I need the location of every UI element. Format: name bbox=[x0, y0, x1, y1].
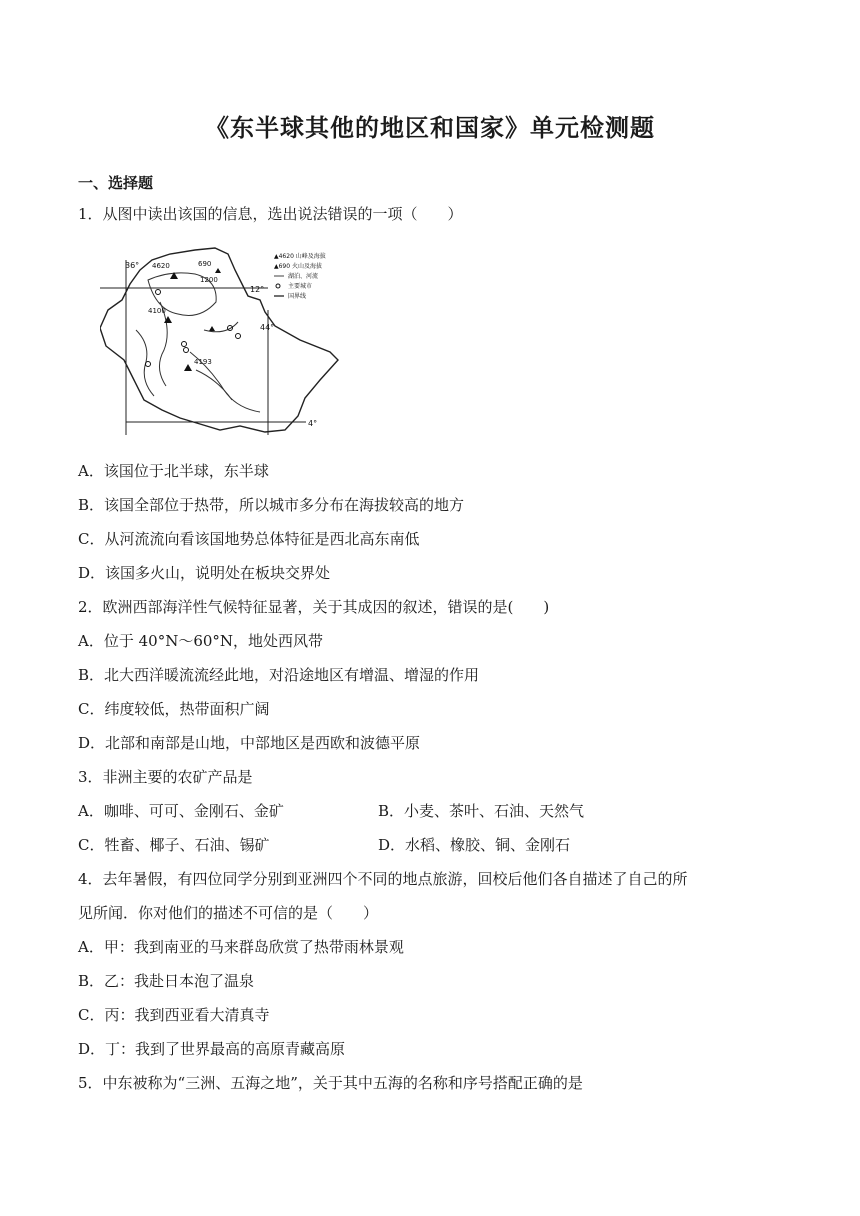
peak-label-4100: 4100 bbox=[148, 307, 166, 315]
question-2-option-d: D．北部和南部是山地，中部地区是西欧和波德平原 bbox=[78, 734, 421, 752]
question-4-stem-line-2: 见所闻．你对他们的描述不可信的是（ ） bbox=[78, 904, 379, 922]
ethiopia-map bbox=[100, 240, 342, 440]
legend-cities: 主要城市 bbox=[288, 283, 313, 290]
peak-label-1200: 1200 bbox=[200, 276, 218, 284]
label-12-degree: 12° bbox=[250, 285, 265, 294]
section-heading: 一、选择题 bbox=[78, 174, 154, 192]
legend-border: 国界线 bbox=[288, 293, 307, 300]
question-3-option-a: A．咖啡、可可、金刚石、金矿 bbox=[78, 802, 284, 820]
question-1-option-b: B．该国全部位于热带，所以城市多分布在海拔较高的地方 bbox=[78, 496, 465, 514]
question-5-stem: 5．中东被称为“三洲、五海之地”，关于其中五海的名称和序号搭配正确的是 bbox=[78, 1074, 583, 1092]
question-4-option-a: A．甲：我到南亚的马来群岛欣赏了热带雨林景观 bbox=[78, 938, 404, 956]
question-4-stem-line-1: 4．去年暑假，有四位同学分别到亚洲四个不同的地点旅游，回校后他们各自描述了自己的所 bbox=[78, 870, 688, 888]
question-1-option-c: C．从河流流向看该国地势总体特征是西北高东南低 bbox=[78, 530, 420, 548]
question-4-option-c: C．丙：我到西亚看大清真寺 bbox=[78, 1006, 270, 1024]
question-2-option-b: B．北大西洋暖流流经此地，对沿途地区有增温、增湿的作用 bbox=[78, 666, 480, 684]
question-3-option-c: C．牲畜、椰子、石油、锡矿 bbox=[78, 836, 270, 854]
peak-label-690: 690 bbox=[198, 260, 212, 268]
question-1-stem: 1．从图中读出该国的信息，选出说法错误的一项（ ） bbox=[78, 205, 463, 223]
question-2-option-a: A．位于 40°N～60°N，地处西风带 bbox=[78, 632, 324, 650]
label-36-degree: 36° bbox=[125, 261, 140, 270]
question-3-option-d: D．水稻、橡胶、铜、金刚石 bbox=[378, 836, 571, 854]
peak-label-4620: 4620 bbox=[152, 262, 170, 270]
legend-volcano: ▲690 火山及海拔 bbox=[274, 263, 322, 270]
question-2-option-c: C．纬度较低，热带面积广阔 bbox=[78, 700, 270, 718]
question-3-stem: 3．非洲主要的农矿产品是 bbox=[78, 768, 253, 786]
label-4-degree: 4° bbox=[308, 419, 318, 428]
question-2-stem: 2．欧洲西部海洋性气候特征显著，关于其成因的叙述，错误的是( ) bbox=[78, 598, 550, 616]
legend-peak: ▲4620 山峰及海拔 bbox=[274, 253, 326, 260]
label-44-degree: 44° bbox=[260, 323, 275, 332]
legend-lakes-rivers: 湖泊、河流 bbox=[288, 273, 319, 280]
question-1-option-a: A．该国位于北半球，东半球 bbox=[78, 462, 269, 480]
question-1-option-d: D．该国多火山，说明处在板块交界处 bbox=[78, 564, 331, 582]
question-3-option-b: B．小麦、茶叶、石油、天然气 bbox=[378, 802, 585, 820]
question-4-option-b: B．乙：我赴日本泡了温泉 bbox=[78, 972, 255, 990]
peak-label-4193: 4193 bbox=[194, 358, 212, 366]
country-map-figure bbox=[100, 240, 342, 440]
document-title: 《东半球其他的地区和国家》单元检测题 bbox=[205, 113, 655, 142]
question-4-option-d: D．丁：我到了世界最高的高原青藏高原 bbox=[78, 1040, 346, 1058]
